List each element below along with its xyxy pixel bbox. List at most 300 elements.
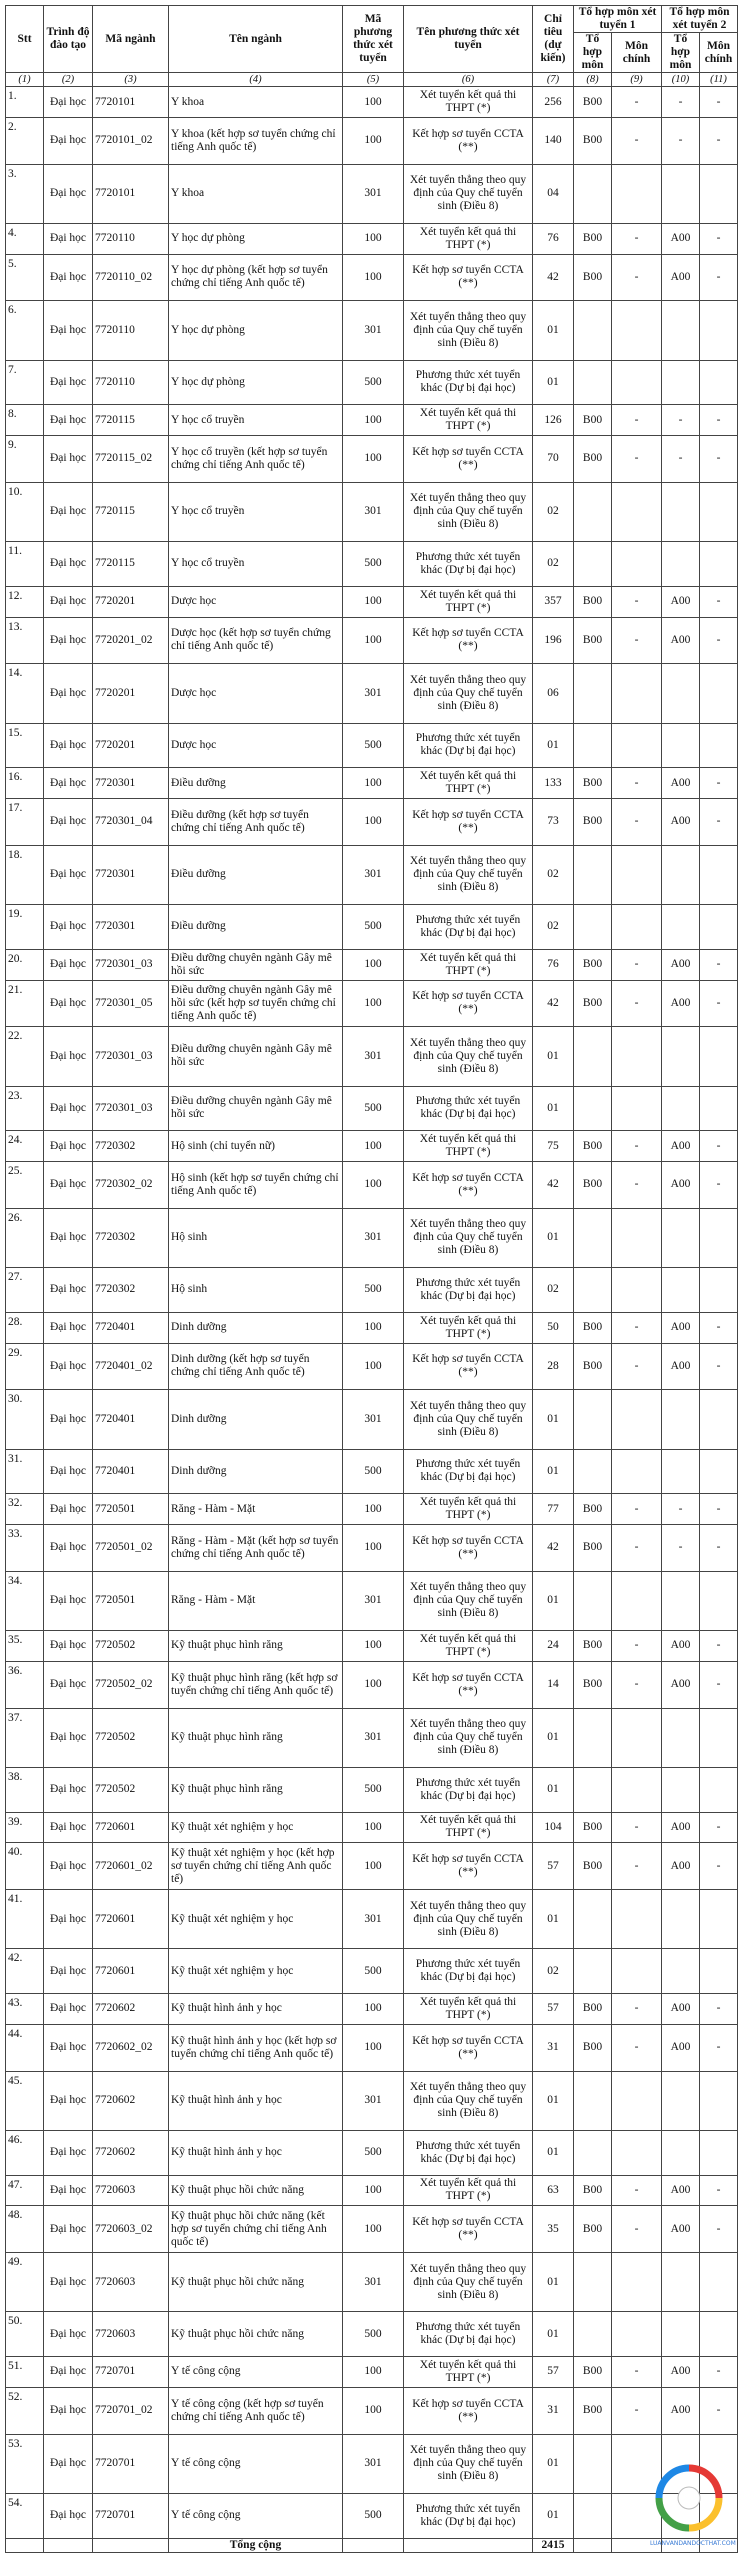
row-trinh-do: Đại học [44,768,93,799]
row-ten-nganh: Y học cổ truyền [169,405,343,436]
table-row [6,905,738,950]
row-ma-phuong-thuc: 100 [343,1661,404,1708]
row-stt: 6. [6,301,44,360]
row-trinh-do: Đại học [44,1086,93,1131]
header-to-hop-1: Tổ hợp môn xét tuyển 1 [574,6,662,33]
row-to-hop-mon-1: B00 [574,949,612,980]
row-ten-phuong-thuc: Xét tuyển thẳng theo quy định của Quy chế tuyển sinh (Điều 8) [404,1390,533,1449]
row-ten-phuong-thuc: Xét tuyển thẳng theo quy định của Quy chế tuyển sinh (Điều 8) [404,664,533,723]
row-ten-phuong-thuc: Xét tuyển thẳng theo quy định của Quy chế tuyển sinh (Điều 8) [404,1027,533,1086]
row-ma-phuong-thuc: 301 [343,1571,404,1630]
row-to-hop-mon-1: B00 [574,768,612,799]
table-row [6,1767,738,1812]
row-ma-phuong-thuc: 100 [343,768,404,799]
row-ma-nganh: 7720502 [93,1767,169,1812]
row-mon-chinh-2 [700,2312,738,2357]
row-trinh-do: Đại học [44,1494,93,1525]
row-trinh-do: Đại học [44,1525,93,1572]
table-header [6,6,738,73]
row-ma-phuong-thuc: 500 [343,905,404,950]
row-ten-phuong-thuc: Xét tuyển kết quả thi THPT (*) [404,2175,533,2206]
row-ten-nganh: Điều dưỡng [169,905,343,950]
row-stt: 49. [6,2253,44,2312]
row-ten-nganh: Y khoa [169,87,343,118]
row-to-hop-mon-2: A00 [662,1812,700,1843]
header-trinh-do: Trình độ đào tạo [44,6,93,73]
row-stt: 19. [6,905,44,950]
row-to-hop-mon-1 [574,1949,612,1994]
row-chi-tieu: 01 [533,2493,574,2538]
row-to-hop-mon-2 [662,482,700,541]
row-chi-tieu: 196 [533,617,574,664]
row-chi-tieu: 01 [533,1027,574,1086]
total-row [6,2539,738,2553]
row-mon-chinh-1: - [612,799,662,846]
table-row [6,1312,738,1343]
row-stt: 41. [6,1890,44,1949]
table-row [6,1027,738,1086]
row-to-hop-mon-1: B00 [574,799,612,846]
row-to-hop-mon-2: A00 [662,2024,700,2071]
row-to-hop-mon-1: B00 [574,254,612,301]
row-trinh-do: Đại học [44,117,93,164]
row-trinh-do: Đại học [44,1162,93,1209]
row-to-hop-mon-2: A00 [662,617,700,664]
row-ten-phuong-thuc: Kết hợp sơ tuyển CCTA (**) [404,2387,533,2434]
row-to-hop-mon-2: A00 [662,254,700,301]
row-mon-chinh-2: - [700,1843,738,1890]
row-to-hop-mon-1: B00 [574,2357,612,2388]
row-ma-nganh: 7720603 [93,2312,169,2357]
row-ten-nganh: Hộ sinh [169,1268,343,1313]
row-stt: 22. [6,1027,44,1086]
row-ma-nganh: 7720115 [93,542,169,587]
row-ma-nganh: 7720501 [93,1494,169,1525]
row-ten-nganh: Điều dưỡng chuyên ngành Gây mê hồi sức (kết hợp sơ tuyển chứng chỉ tiếng Anh quốc tế) [169,980,343,1027]
table-body [6,73,738,2539]
row-chi-tieu: 133 [533,768,574,799]
row-to-hop-mon-2 [662,723,700,768]
row-to-hop-mon-2 [662,2312,700,2357]
row-stt: 43. [6,1994,44,2025]
table-row [6,2387,738,2434]
row-to-hop-mon-2: - [662,1494,700,1525]
row-trinh-do: Đại học [44,1343,93,1390]
row-stt: 11. [6,542,44,587]
row-ten-nganh: Dinh dưỡng [169,1312,343,1343]
table-row [6,117,738,164]
row-mon-chinh-1 [612,664,662,723]
row-mon-chinh-2 [700,482,738,541]
row-stt: 13. [6,617,44,664]
table-row [6,723,738,768]
row-chi-tieu: 126 [533,405,574,436]
table-row [6,617,738,664]
row-mon-chinh-2: - [700,1525,738,1572]
row-mon-chinh-1: - [612,117,662,164]
column-number: (5) [343,73,404,87]
row-mon-chinh-1 [612,1027,662,1086]
row-ten-phuong-thuc: Kết hợp sơ tuyển CCTA (**) [404,2206,533,2253]
table-row [6,1208,738,1267]
row-chi-tieu: 42 [533,980,574,1027]
row-ma-nganh: 7720502 [93,1631,169,1662]
row-ten-nganh: Kỹ thuật phục hồi chức năng [169,2175,343,2206]
row-chi-tieu: 01 [533,1086,574,1131]
row-stt: 7. [6,360,44,405]
row-mon-chinh-1: - [612,1994,662,2025]
row-ma-phuong-thuc: 500 [343,542,404,587]
table-row [6,360,738,405]
row-ten-nganh: Kỹ thuật phục hồi chức năng (kết hợp sơ tuyển chứng chỉ tiếng Anh quốc tế) [169,2206,343,2253]
row-ten-nganh: Kỹ thuật xét nghiệm y học [169,1949,343,1994]
row-ma-phuong-thuc: 500 [343,1449,404,1494]
row-mon-chinh-2: - [700,2357,738,2388]
row-trinh-do: Đại học [44,664,93,723]
row-stt: 25. [6,1162,44,1209]
row-ten-phuong-thuc: Xét tuyển thẳng theo quy định của Quy chế tuyển sinh (Điều 8) [404,2253,533,2312]
row-mon-chinh-2 [700,360,738,405]
row-to-hop-mon-2: A00 [662,768,700,799]
table-row [6,405,738,436]
row-mon-chinh-2: - [700,980,738,1027]
row-mon-chinh-1 [612,1571,662,1630]
row-to-hop-mon-1: B00 [574,2175,612,2206]
table-row [6,845,738,904]
row-mon-chinh-2: - [700,768,738,799]
row-trinh-do: Đại học [44,1312,93,1343]
row-mon-chinh-2: - [700,1162,738,1209]
row-to-hop-mon-2 [662,664,700,723]
row-chi-tieu: 77 [533,1494,574,1525]
row-ten-nganh: Kỹ thuật xét nghiệm y học [169,1890,343,1949]
row-ten-phuong-thuc: Xét tuyển thẳng theo quy định của Quy chế tuyển sinh (Điều 8) [404,1208,533,1267]
row-ma-phuong-thuc: 500 [343,1949,404,1994]
table-row [6,1812,738,1843]
row-chi-tieu: 63 [533,2175,574,2206]
column-number: (10) [662,73,700,87]
row-ma-phuong-thuc: 100 [343,617,404,664]
row-to-hop-mon-2 [662,542,700,587]
row-trinh-do: Đại học [44,360,93,405]
row-to-hop-mon-1: B00 [574,1843,612,1890]
row-mon-chinh-1: - [612,1131,662,1162]
table-row [6,2024,738,2071]
table-row [6,2175,738,2206]
row-mon-chinh-1: - [612,2175,662,2206]
row-trinh-do: Đại học [44,301,93,360]
row-to-hop-mon-1 [574,2071,612,2130]
row-to-hop-mon-1 [574,1890,612,1949]
row-ma-phuong-thuc: 100 [343,2387,404,2434]
row-chi-tieu: 57 [533,1843,574,1890]
row-ten-phuong-thuc: Kết hợp sơ tuyển CCTA (**) [404,617,533,664]
row-ten-nganh: Điều dưỡng chuyên ngành Gây mê hồi sức [169,949,343,980]
header-chi-tieu: Chỉ tiêu (dự kiến) [533,6,574,73]
row-ten-phuong-thuc: Xét tuyển kết quả thi THPT (*) [404,1312,533,1343]
row-to-hop-mon-2: - [662,87,700,118]
row-ma-phuong-thuc: 301 [343,1027,404,1086]
header-ten-phuong-thuc: Tên phương thức xét tuyển [404,6,533,73]
row-ma-nganh: 7720302_02 [93,1162,169,1209]
row-ma-phuong-thuc: 301 [343,2071,404,2130]
row-mon-chinh-1: - [612,1525,662,1572]
row-ma-phuong-thuc: 500 [343,1086,404,1131]
row-ten-phuong-thuc: Xét tuyển thẳng theo quy định của Quy chế tuyển sinh (Điều 8) [404,1890,533,1949]
row-mon-chinh-1 [612,1708,662,1767]
row-ma-nganh: 7720401 [93,1390,169,1449]
row-ten-phuong-thuc: Xét tuyển kết quả thi THPT (*) [404,2357,533,2388]
row-mon-chinh-2: - [700,436,738,483]
row-ma-nganh: 7720301_03 [93,1027,169,1086]
row-trinh-do: Đại học [44,949,93,980]
row-trinh-do: Đại học [44,2206,93,2253]
row-ten-nganh: Dược học [169,664,343,723]
row-chi-tieu: 28 [533,1343,574,1390]
row-ma-nganh: 7720701_02 [93,2387,169,2434]
row-ma-phuong-thuc: 100 [343,1131,404,1162]
row-chi-tieu: 01 [533,301,574,360]
row-trinh-do: Đại học [44,1890,93,1949]
row-to-hop-mon-1 [574,2253,612,2312]
row-stt: 33. [6,1525,44,1572]
row-trinh-do: Đại học [44,436,93,483]
row-mon-chinh-2 [700,301,738,360]
row-stt: 15. [6,723,44,768]
row-to-hop-mon-1 [574,723,612,768]
row-ma-nganh: 7720602 [93,1994,169,2025]
row-mon-chinh-1: - [612,617,662,664]
column-number-row [6,73,738,87]
row-ma-nganh: 7720501_02 [93,1525,169,1572]
row-ma-phuong-thuc: 500 [343,1767,404,1812]
row-to-hop-mon-2 [662,301,700,360]
row-ten-phuong-thuc: Kết hợp sơ tuyển CCTA (**) [404,1525,533,1572]
row-ma-phuong-thuc: 500 [343,2312,404,2357]
row-ma-nganh: 7720301 [93,905,169,950]
row-stt: 16. [6,768,44,799]
row-ten-nganh: Y học cổ truyền (kết hợp sơ tuyển chứng chỉ tiếng Anh quốc tế) [169,436,343,483]
row-mon-chinh-2 [700,1390,738,1449]
table-row [6,1131,738,1162]
row-ma-nganh: 7720701 [93,2357,169,2388]
row-ma-nganh: 7720301 [93,768,169,799]
row-ma-phuong-thuc: 100 [343,1162,404,1209]
row-mon-chinh-2: - [700,2024,738,2071]
row-to-hop-mon-1 [574,301,612,360]
row-mon-chinh-1 [612,1890,662,1949]
table-row [6,1449,738,1494]
row-ma-nganh: 7720201_02 [93,617,169,664]
row-chi-tieu: 01 [533,1449,574,1494]
row-ma-phuong-thuc: 100 [343,1812,404,1843]
row-trinh-do: Đại học [44,1631,93,1662]
row-to-hop-mon-2: A00 [662,1631,700,1662]
row-ten-nganh: Y khoa (kết hợp sơ tuyển chứng chỉ tiếng Anh quốc tế) [169,117,343,164]
row-ma-nganh: 7720601_02 [93,1843,169,1890]
table-row [6,1162,738,1209]
table-row [6,949,738,980]
row-mon-chinh-1 [612,1208,662,1267]
row-ma-phuong-thuc: 100 [343,2357,404,2388]
table-row [6,1268,738,1313]
row-mon-chinh-2 [700,542,738,587]
row-chi-tieu: 01 [533,2130,574,2175]
row-ten-nganh: Y học dự phòng [169,223,343,254]
table-row [6,586,738,617]
row-chi-tieu: 01 [533,2312,574,2357]
row-chi-tieu: 02 [533,845,574,904]
row-ma-phuong-thuc: 100 [343,436,404,483]
row-ma-phuong-thuc: 301 [343,664,404,723]
row-chi-tieu: 256 [533,87,574,118]
row-ten-nganh: Kỹ thuật phục hình răng [169,1631,343,1662]
row-ten-nganh: Y học dự phòng [169,360,343,405]
row-mon-chinh-1: - [612,2387,662,2434]
row-stt: 50. [6,2312,44,2357]
row-to-hop-mon-2 [662,164,700,223]
column-number: (4) [169,73,343,87]
row-stt: 17. [6,799,44,846]
row-mon-chinh-1: - [612,1631,662,1662]
row-mon-chinh-1: - [612,1812,662,1843]
row-trinh-do: Đại học [44,1812,93,1843]
table-row [6,1890,738,1949]
table-row [6,542,738,587]
row-ten-phuong-thuc: Kết hợp sơ tuyển CCTA (**) [404,254,533,301]
row-stt: 8. [6,405,44,436]
column-number: (7) [533,73,574,87]
row-ten-phuong-thuc: Xét tuyển thẳng theo quy định của Quy chế tuyển sinh (Điều 8) [404,482,533,541]
row-mon-chinh-2 [700,723,738,768]
header-mon-chinh-2: Môn chính [700,33,738,73]
header-ma-phuong-thuc: Mã phương thức xét tuyển [343,6,404,73]
row-trinh-do: Đại học [44,1708,93,1767]
row-to-hop-mon-1 [574,845,612,904]
row-stt: 12. [6,586,44,617]
row-chi-tieu: 75 [533,1131,574,1162]
row-ma-phuong-thuc: 100 [343,980,404,1027]
row-mon-chinh-2: - [700,1631,738,1662]
row-mon-chinh-2: - [700,617,738,664]
row-stt: 36. [6,1661,44,1708]
row-ma-nganh: 7720701 [93,2493,169,2538]
row-ma-phuong-thuc: 500 [343,723,404,768]
row-chi-tieu: 01 [533,1208,574,1267]
row-mon-chinh-1: - [612,254,662,301]
row-mon-chinh-1 [612,301,662,360]
row-to-hop-mon-1: B00 [574,980,612,1027]
row-stt: 39. [6,1812,44,1843]
row-ten-nganh: Y học cổ truyền [169,542,343,587]
row-trinh-do: Đại học [44,2357,93,2388]
row-stt: 34. [6,1571,44,1630]
row-ten-nganh: Kỹ thuật hình ảnh y học [169,2130,343,2175]
row-mon-chinh-2: - [700,254,738,301]
row-mon-chinh-2 [700,1027,738,1086]
row-ma-nganh: 7720301_05 [93,980,169,1027]
row-ten-nganh: Hộ sinh [169,1208,343,1267]
row-to-hop-mon-2: A00 [662,2357,700,2388]
row-trinh-do: Đại học [44,1131,93,1162]
row-to-hop-mon-1: B00 [574,1131,612,1162]
row-trinh-do: Đại học [44,405,93,436]
row-to-hop-mon-2: A00 [662,1994,700,2025]
row-chi-tieu: 73 [533,799,574,846]
row-trinh-do: Đại học [44,2071,93,2130]
row-ten-nganh: Dược học [169,586,343,617]
row-mon-chinh-2 [700,1767,738,1812]
row-ten-phuong-thuc: Xét tuyển thẳng theo quy định của Quy chế tuyển sinh (Điều 8) [404,1708,533,1767]
row-stt: 4. [6,223,44,254]
row-ma-nganh: 7720301_03 [93,1086,169,1131]
header-to-hop-2: Tổ hợp môn xét tuyển 2 [662,6,738,33]
row-mon-chinh-1: - [612,436,662,483]
row-ma-phuong-thuc: 100 [343,2206,404,2253]
row-ma-nganh: 7720302 [93,1131,169,1162]
row-to-hop-mon-2 [662,1449,700,1494]
row-mon-chinh-2 [700,2130,738,2175]
row-ten-phuong-thuc: Phương thức xét tuyển khác (Dự bị đại học) [404,1086,533,1131]
row-chi-tieu: 04 [533,164,574,223]
row-to-hop-mon-2 [662,2071,700,2130]
row-trinh-do: Đại học [44,542,93,587]
row-to-hop-mon-1 [574,1208,612,1267]
row-ma-phuong-thuc: 301 [343,1890,404,1949]
row-ten-nganh: Kỹ thuật hình ảnh y học [169,2071,343,2130]
row-mon-chinh-1: - [612,223,662,254]
row-trinh-do: Đại học [44,223,93,254]
row-trinh-do: Đại học [44,1027,93,1086]
row-chi-tieu: 24 [533,1631,574,1662]
row-to-hop-mon-1 [574,2493,612,2538]
row-ma-nganh: 7720301_03 [93,949,169,980]
row-chi-tieu: 01 [533,360,574,405]
table-row [6,2071,738,2130]
row-to-hop-mon-1: B00 [574,2024,612,2071]
row-ma-phuong-thuc: 100 [343,117,404,164]
row-trinh-do: Đại học [44,87,93,118]
row-ten-phuong-thuc: Xét tuyển thẳng theo quy định của Quy chế tuyển sinh (Điều 8) [404,301,533,360]
row-mon-chinh-2 [700,845,738,904]
row-mon-chinh-2: - [700,1131,738,1162]
table-row [6,87,738,118]
row-trinh-do: Đại học [44,980,93,1027]
row-to-hop-mon-2: - [662,405,700,436]
row-ten-nganh: Kỹ thuật phục hình răng (kết hợp sơ tuyển chứng chỉ tiếng Anh quốc tế) [169,1661,343,1708]
row-stt: 32. [6,1494,44,1525]
column-number: (8) [574,73,612,87]
row-mon-chinh-2 [700,1449,738,1494]
row-ma-nganh: 7720110 [93,223,169,254]
row-trinh-do: Đại học [44,482,93,541]
row-ten-nganh: Điều dưỡng [169,768,343,799]
row-ten-phuong-thuc: Phương thức xét tuyển khác (Dự bị đại học) [404,1268,533,1313]
row-ten-phuong-thuc: Xét tuyển kết quả thi THPT (*) [404,87,533,118]
row-chi-tieu: 02 [533,1268,574,1313]
row-trinh-do: Đại học [44,2434,93,2493]
row-chi-tieu: 01 [533,1708,574,1767]
row-ma-phuong-thuc: 301 [343,301,404,360]
row-ten-phuong-thuc: Xét tuyển kết quả thi THPT (*) [404,586,533,617]
row-stt: 21. [6,980,44,1027]
row-ma-phuong-thuc: 500 [343,2130,404,2175]
row-ma-phuong-thuc: 100 [343,949,404,980]
row-trinh-do: Đại học [44,2175,93,2206]
row-chi-tieu: 01 [533,2434,574,2493]
row-trinh-do: Đại học [44,1208,93,1267]
row-to-hop-mon-2: A00 [662,980,700,1027]
